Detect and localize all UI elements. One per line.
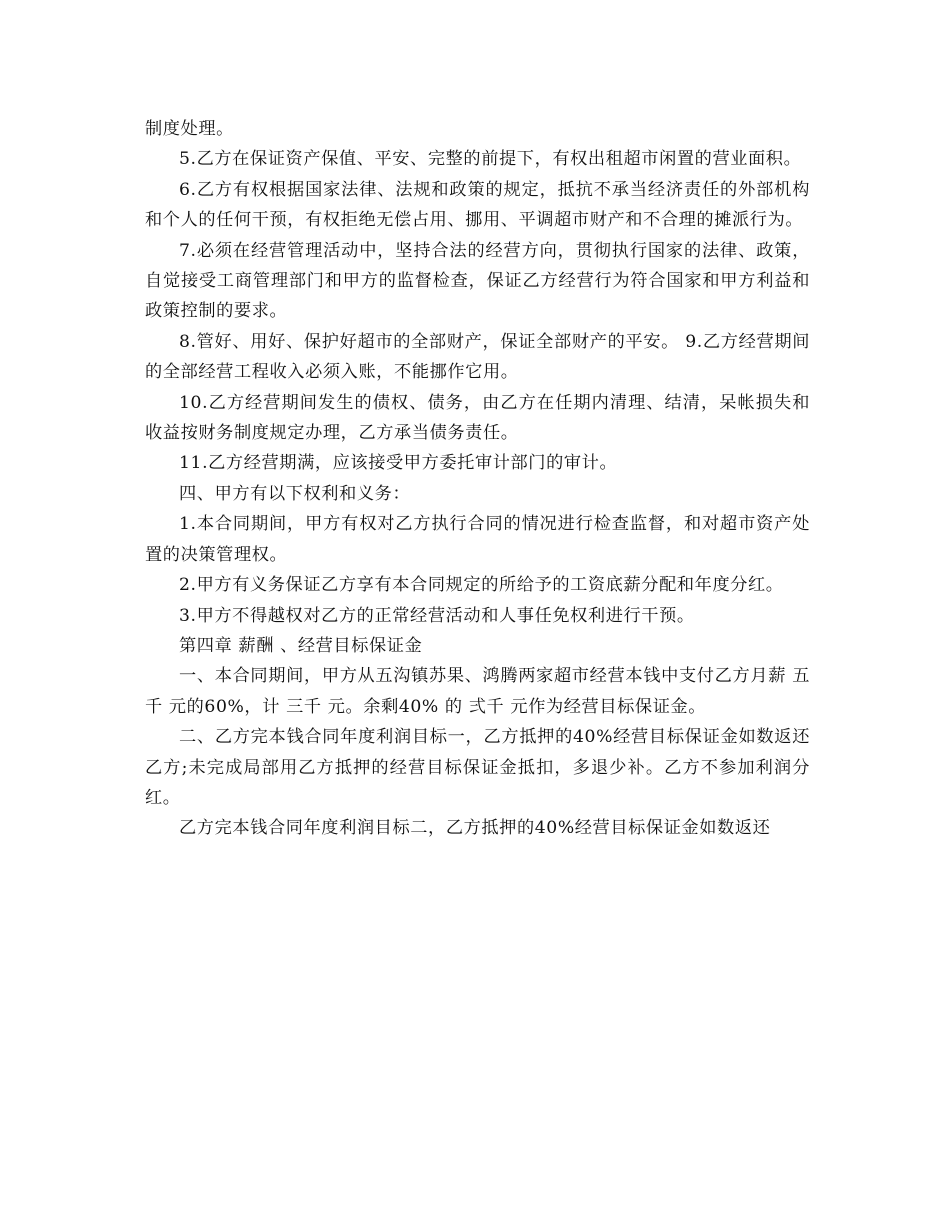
paragraph-salary-clause-3: 乙方完本钱合同年度利润目标二，乙方抵押的40%经营目标保证金如数返还 — [179, 818, 771, 839]
paragraph-clause-5: 5.乙方在保证资产保值、平安、完整的前提下，有权出租超市闲置的营业面积。 — [179, 149, 802, 170]
chapter-heading-chapter-4: 第四章 薪酬 、经营目标保证金 — [179, 635, 423, 656]
section-heading-party-a-rights: 四、甲方有以下权利和义务： — [179, 483, 411, 504]
paragraph-clause-11: 11.乙方经营期满，应该接受甲方委托审计部门的审计。 — [179, 453, 618, 474]
paragraph-system-handling: 制度处理。 — [145, 119, 234, 139]
paragraph-clause-10: 10.乙方经营期间发生的债权、债务，由乙方在任期内清理、结清，呆帐损失和收益按财务制度规定办理，乙方承当债务责任。 — [145, 392, 810, 444]
paragraph-party-a-clause-3: 3.甲方不得越权对乙方的正常经营活动和人事任免权利进行干预。 — [179, 605, 695, 626]
paragraph-clause-6: 6.乙方有权根据国家法律、法规和政策的规定，抵抗不承当经济责任的外部机构和个人的任何干预，有权拒绝无偿占用、挪用、平调超市财产和不合理的摊派行为。 — [145, 179, 810, 231]
document-body — [145, 114, 810, 844]
paragraph-salary-clause-2: 二、乙方完本钱合同年度利润目标一，乙方抵押的40%经营目标保证金如数返还乙方;未完成局部用乙方抵押的经营目标保证金抵扣，多退少补。乙方不参加利润分红。 — [145, 727, 810, 808]
paragraph-party-a-clause-1: 1.本合同期间，甲方有权对乙方执行合同的情况进行检查监督，和对超市资产处置的决策管理权。 — [145, 514, 810, 565]
paragraph-clause-7: 7.必须在经营管理活动中，坚持合法的经营方向，贯彻执行国家的法律、政策，自觉接受工商管理部门和甲方的监督检查，保证乙方经营行为符合国家和甲方利益和政策控制的要求。 — [145, 240, 810, 322]
paragraph-party-a-clause-2: 2.甲方有义务保证乙方享有本合同规定的所给予的工资底薪分配和年度分红。 — [179, 575, 784, 596]
paragraph-clause-8-9: 8.管好、用好、保护好超市的全部财产，保证全部财产的平安。 9.乙方经营期间的全部经营工程收入必须入账，不能挪作它用。 — [145, 331, 810, 383]
paragraph-salary-clause-1: 一、本合同期间，甲方从五沟镇苏果、鸿腾两家超市经营本钱中支付乙方月薪 五千 元的60%，计 三千 元。余剩40% 的 弍千 元作为经营目标保证金。 — [145, 666, 810, 717]
